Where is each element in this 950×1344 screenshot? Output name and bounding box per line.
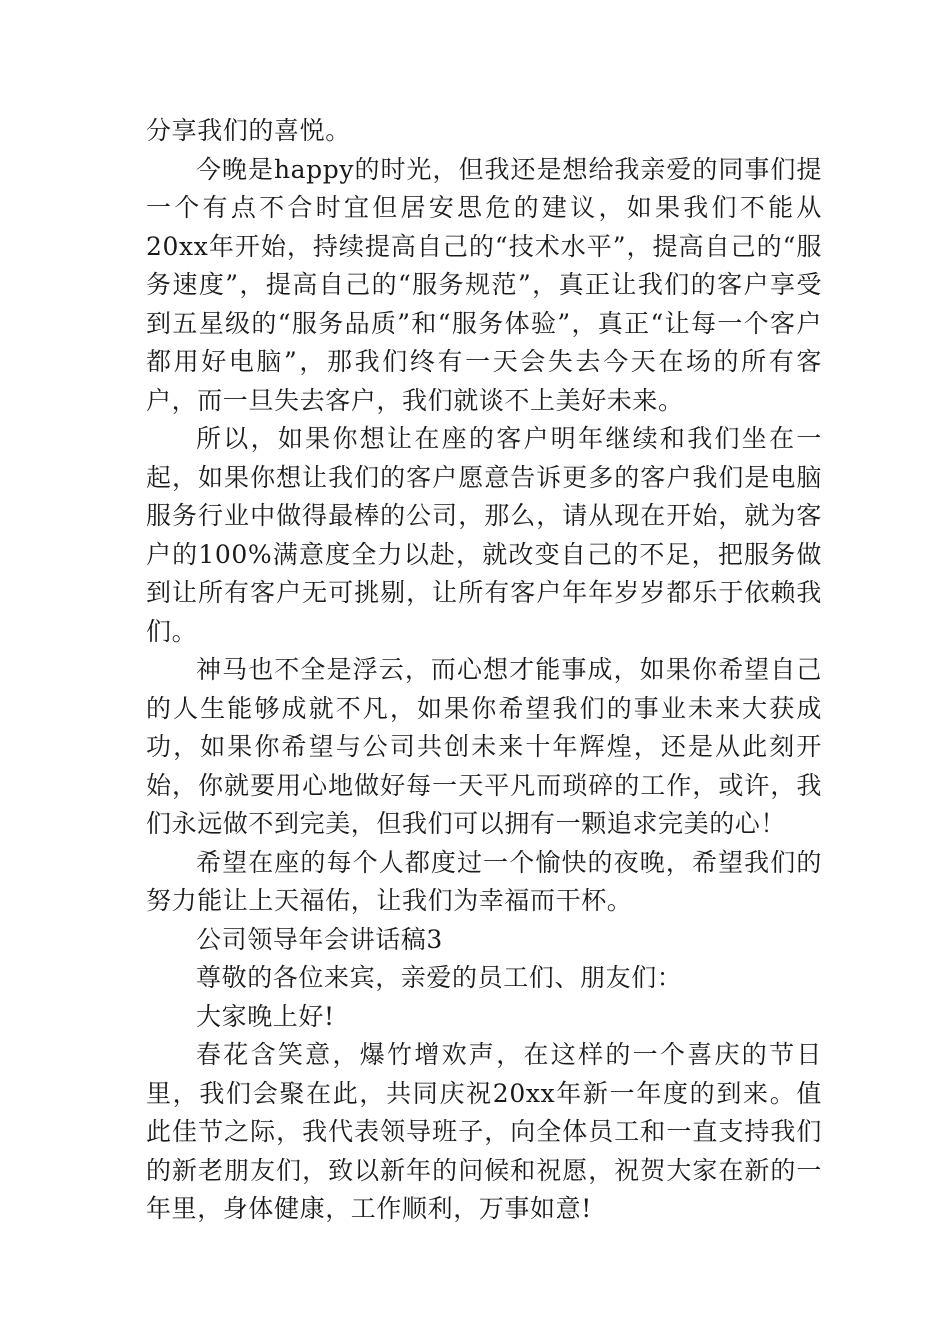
document-body [146,112,822,1229]
paragraph: 所以，如果你想让在座的客户明年继续和我们坐在一起，如果你想让我们的客户愿意告诉更多的客户我们是电脑服务行业中做得最棒的公司，那么，请从现在开始，就为客户的100%满意度全力以赴，就改变自己的不足，把服务做到让所有客户无可挑剔，让所有客户年年岁岁都乐于依赖我们。 [146,424,822,646]
section-heading: 公司领导年会讲话稿3 [196,924,443,954]
paragraph: 希望在座的每个人都度过一个愉快的夜晚，希望我们的努力能让上天福佑，让我们为幸福而干杯。 [146,847,822,915]
greeting: 大家晚上好! [196,1001,335,1031]
paragraph: 春花含笑意，爆竹增欢声，在这样的一个喜庆的节日里，我们会聚在此，共同庆祝20xx年新一年度的到来。值此佳节之际，我代表领导班子，向全体员工和一直支持我们的新老朋友们，致以新年的问候和祝愿，祝贺大家在新的一年里，身体健康，工作顺利，万事如意! [146,1040,822,1223]
salutation: 尊敬的各位来宾，亲爱的员工们、朋友们： [196,963,683,992]
paragraph-continuation: 分享我们的喜悦。 [146,116,351,145]
paragraph: 今晚是happy的时光，但我还是想给我亲爱的同事们提一个有点不合时宜但居安思危的建议，如果我们不能从20xx年开始，持续提高自己的“技术水平”，提高自己的“服务速度”，提高自己的“服务规范”，真正让我们的客户享受到五星级的“服务品质”和“服务体验”，真正“让每一个客户都用好电脑”，那我们终有一天会失去今天在场的所有客户，而一旦失去客户，我们就谈不上美好未来。 [146,154,822,415]
paragraph: 神马也不全是浮云，而心想才能事成，如果你希望自己的人生能够成就不凡，如果你希望我们的事业未来大获成功，如果你希望与公司共创未来十年辉煌，还是从此刻开始，你就要用心地做好每一天平凡而琐碎的工作，或许，我们永远做不到完美，但我们可以拥有一颗追求完美的心！ [146,655,822,838]
